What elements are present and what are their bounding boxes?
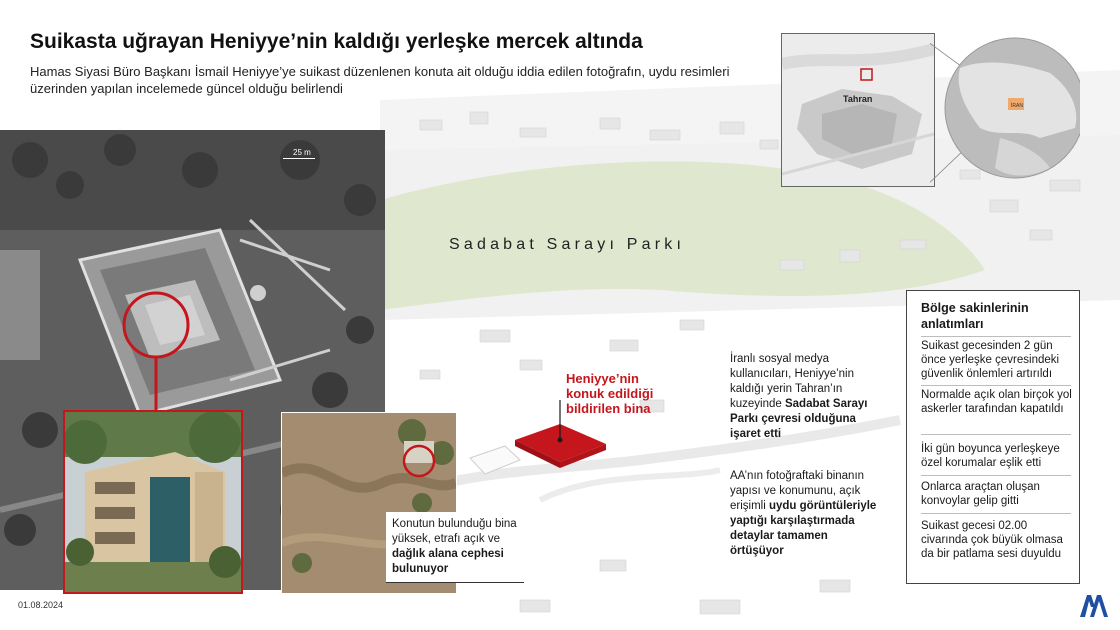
city-label: Tahran xyxy=(843,94,873,104)
list-item: Onlarca araçtan oluşan konvoylar gelip gitti xyxy=(921,481,1040,507)
info-paragraph-1: İranlı sosyal medya kullanıcıları, Heniyye’nin kaldığı yerin Tahran’ın kuzeyinde Sadabat Sarayı Parkı çevresi olduğuna işaret etti xyxy=(730,353,868,440)
divider xyxy=(921,385,1071,386)
globe-map xyxy=(930,28,1080,188)
inset-city-map xyxy=(781,33,935,187)
list-item: İki gün boyunca yerleşkeye özel korumalar eşlik etti xyxy=(921,443,1060,469)
scale-bar xyxy=(283,158,315,159)
list-item: Suikast gecesi 02.00 civarında çok büyük olmasa da bir patlama sesi duyuldu xyxy=(921,520,1063,560)
residents-accounts-panel xyxy=(906,290,1080,584)
scale-label: 25 m xyxy=(293,148,311,157)
panel-title: Bölge sakinlerinin anlatımları xyxy=(921,301,1029,331)
building-label: Heniyye’nin konuk edildiği bildirilen bina xyxy=(566,371,654,416)
list-item: Normalde açık olan birçok yol askerler tarafından kapatıldı xyxy=(921,389,1072,415)
divider xyxy=(921,513,1071,514)
divider xyxy=(921,434,1071,435)
divider xyxy=(921,336,1071,337)
list-item: Suikast gecesinden 2 gün önce yerleşke çevresindeki güvenlik önlemleri artırıldı xyxy=(921,340,1060,380)
globe-label: İRAN xyxy=(1011,103,1023,109)
building-photo xyxy=(63,410,243,594)
page-title: Suikasta uğrayan Heniyye’nin kaldığı yerleşke mercek altında xyxy=(30,30,643,53)
photo-caption: Konutun bulunduğu bina yüksek, etrafı açık ve dağlık alana cephesi bulunuyor xyxy=(386,512,524,583)
page-subtitle: Hamas Siyasi Büro Başkanı İsmail Heniyye’ye suikast düzenlenen konuta ait olduğu iddia edilen fotoğrafın, uydu resimleri üzerinden yapılan incelemede güncel olduğu belirlendi xyxy=(30,64,730,96)
aa-logo-icon xyxy=(1078,591,1108,619)
park-label: Sadabat Sarayı Parkı xyxy=(449,236,686,253)
info-paragraph-2: AA’nın fotoğraftaki binanın yapısı ve konumunu, açık erişimli uydu görüntüleriyle yaptığı karşılaştırmada detaylar tamamen örtüşüyor xyxy=(730,470,877,557)
date-label: 01.08.2024 xyxy=(18,600,64,610)
divider xyxy=(921,475,1071,476)
